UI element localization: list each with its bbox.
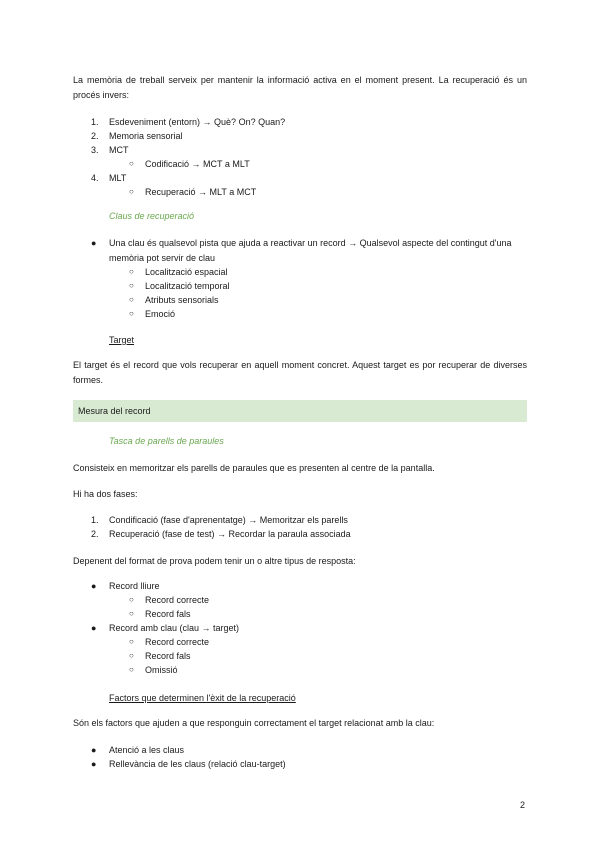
resposta-intro: Depenent del format de prova podem tenir un o altre tipus de resposta: <box>73 556 356 566</box>
bullet-icon: ● <box>91 238 97 248</box>
page-number: 2 <box>520 800 526 810</box>
tasca-paragraph: Consisteix en memoritzar els parells de paraules que es presenten al centre de la pantalla. <box>73 463 435 473</box>
list-item <box>73 527 527 541</box>
sub-bullet-icon: ○ <box>129 295 134 304</box>
list-item-text: Atributs sensorials <box>145 295 219 305</box>
list-item <box>73 757 527 771</box>
list-item <box>73 513 527 527</box>
list-item-text: Record correcte <box>145 595 210 605</box>
list-item-text: Omissió <box>145 665 178 675</box>
list-item <box>73 115 527 129</box>
list-item-text: Recuperació → MLT a MCT <box>145 187 257 197</box>
list-item-text: Record fals <box>145 651 191 661</box>
list-item-text: Recuperació (fase de test) → Recordar la paraula associada <box>109 529 351 539</box>
sub-list-item <box>73 607 527 621</box>
list-number: 2. <box>91 529 99 539</box>
claus-list <box>73 236 527 321</box>
sub-bullet-icon: ○ <box>129 309 134 318</box>
sub-list-item <box>73 635 527 649</box>
bullet-icon: ● <box>91 759 97 769</box>
list-item <box>73 171 527 185</box>
list-item <box>73 579 527 593</box>
list-item-text: Atenció a les claus <box>109 745 185 755</box>
list-number: 1. <box>91 515 99 525</box>
sub-list-item <box>73 293 527 307</box>
list-number: 1. <box>91 117 99 127</box>
sub-bullet-icon: ○ <box>129 609 134 618</box>
sub-list-item <box>73 265 527 279</box>
list-item-text: Una clau és qualsevol pista que ajuda a reactivar un record → Qualsevol aspecte del contingut d'una memòria pot servir de clau <box>109 238 512 263</box>
list-item-text: Condificació (fase d'aprenentatge) → Memoritzar els parells <box>109 515 348 525</box>
resposta-list <box>73 579 527 677</box>
list-item-text: MLT <box>109 173 127 183</box>
list-item-text: Esdeveniment (entorn) → Què? On? Quan? <box>109 117 286 127</box>
sub-list-item <box>73 185 527 199</box>
sub-bullet-icon: ○ <box>129 651 134 660</box>
list-item-text: Rellevància de les claus (relació clau-target) <box>109 759 286 769</box>
target-heading: Target <box>109 335 135 345</box>
list-item-text: Localització espacial <box>145 267 228 277</box>
bullet-icon: ● <box>91 623 97 633</box>
sub-bullet-icon: ○ <box>129 187 134 196</box>
list-item-text: Record correcte <box>145 637 210 647</box>
factors-list <box>73 743 527 771</box>
list-item <box>73 236 527 265</box>
sub-list-item <box>73 649 527 663</box>
list-item-text: Codificació → MCT a MLT <box>145 159 250 169</box>
list-number: 4. <box>91 173 99 183</box>
sub-bullet-icon: ○ <box>129 595 134 604</box>
list-item <box>73 143 527 157</box>
sub-list-item <box>73 593 527 607</box>
list-number: 3. <box>91 145 99 155</box>
sub-list-item <box>73 279 527 293</box>
list-item-text: Localització temporal <box>145 281 230 291</box>
list-item-text: Record lliure <box>109 581 160 591</box>
steps-list <box>73 115 527 199</box>
list-item-text: Record amb clau (clau → target) <box>109 623 240 633</box>
tasca-heading: Tasca de parells de paraules <box>109 436 224 446</box>
factors-paragraph: Són els factors que ajuden a que responguin correctament el target relacionat amb la clau: <box>73 718 435 728</box>
list-number: 2. <box>91 131 99 141</box>
list-item-text: Memoria sensorial <box>109 131 183 141</box>
sub-bullet-icon: ○ <box>129 267 134 276</box>
claus-heading: Claus de recuperació <box>109 211 195 221</box>
sub-bullet-icon: ○ <box>129 281 134 290</box>
fases-intro: Hi ha dos fases: <box>73 489 138 499</box>
list-item <box>73 621 527 635</box>
target-paragraph: El target és el record que vols recuperar en aquell moment concret. Aquest target es por recuperar de diverses formes. <box>73 360 527 385</box>
bullet-icon: ● <box>91 745 97 755</box>
sub-list-item <box>73 157 527 171</box>
intro-paragraph: La memòria de treball serveix per mantenir la informació activa en el moment present. La recuperació és un procés invers: <box>73 75 527 100</box>
sub-list-item <box>73 307 527 321</box>
sub-list-item <box>73 663 527 677</box>
list-item-text: Emoció <box>145 309 176 319</box>
fases-list <box>73 513 527 541</box>
sub-bullet-icon: ○ <box>129 159 134 168</box>
list-item <box>73 743 527 757</box>
list-item-text: MCT <box>109 145 129 155</box>
sub-bullet-icon: ○ <box>129 637 134 646</box>
factors-heading: Factors que determinen l'èxit de la recuperació <box>109 693 296 703</box>
bullet-icon: ● <box>91 581 97 591</box>
list-item-text: Record fals <box>145 609 191 619</box>
mesura-heading: Mesura del record <box>73 400 527 422</box>
list-item <box>73 129 527 143</box>
sub-bullet-icon: ○ <box>129 665 134 674</box>
